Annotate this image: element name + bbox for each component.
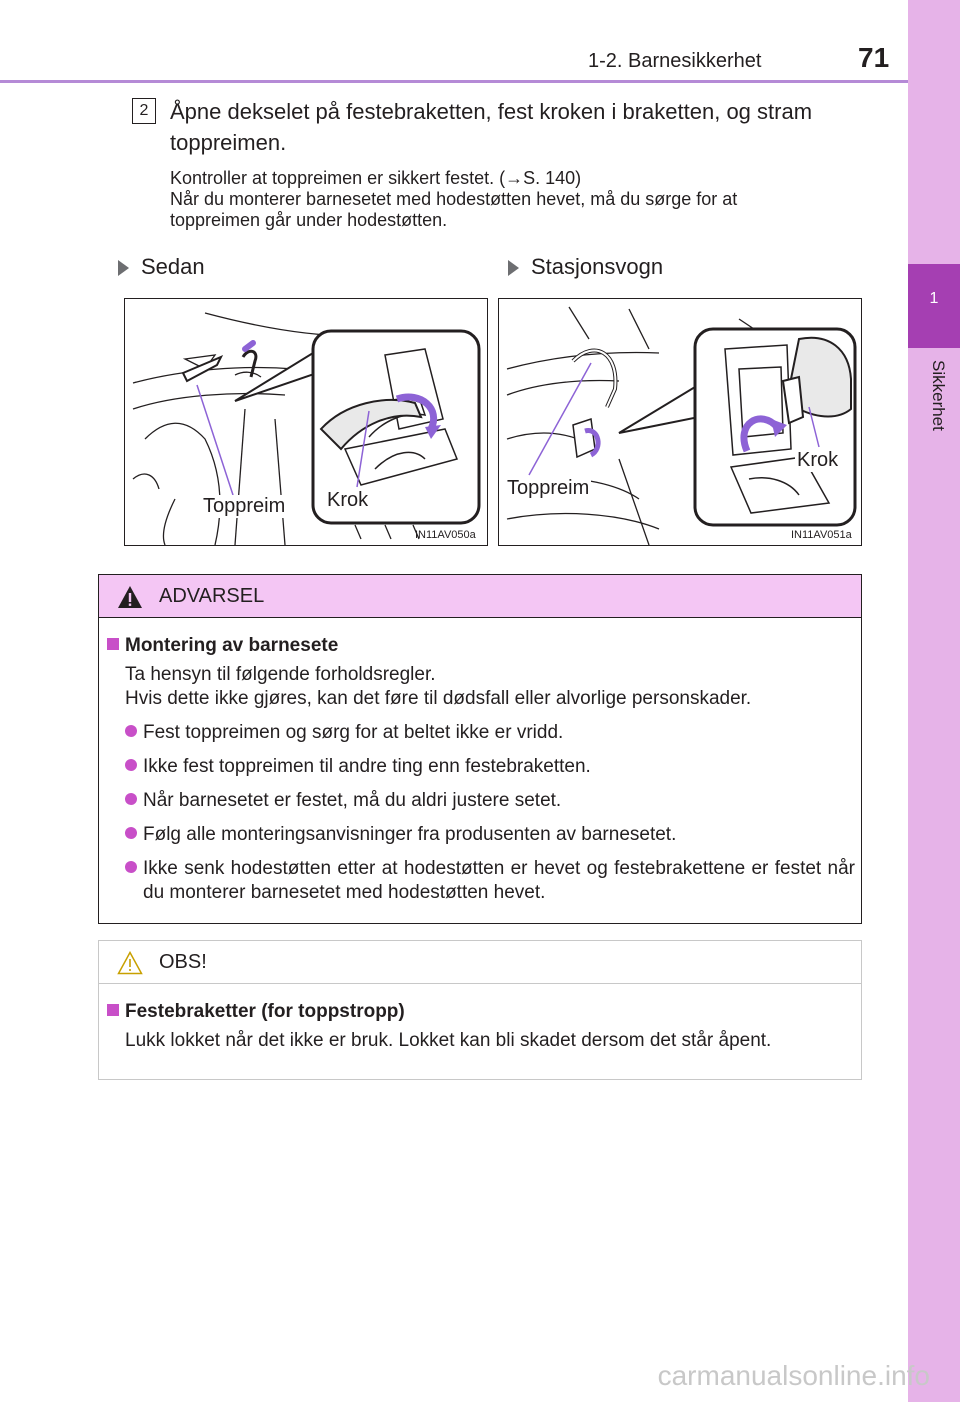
- warning-header: [99, 575, 861, 618]
- warning-intro: [125, 663, 855, 711]
- triangle-bullet-icon: [508, 260, 519, 276]
- square-bullet-icon: [107, 1004, 119, 1016]
- step-title-line2: toppreimen.: [170, 130, 287, 155]
- notice-title: OBS!: [159, 951, 207, 973]
- sedan-tether-drawing: [125, 299, 487, 545]
- sedan-callout-krok: Krok: [327, 489, 369, 511]
- wagon-tether-drawing: [499, 299, 861, 545]
- chapter-label: [908, 360, 960, 480]
- bullet-dot-icon: [125, 759, 137, 771]
- wagon-illustration: [498, 298, 862, 546]
- bullet-dot-icon: [125, 725, 137, 737]
- list-item: Når barnesetet er festet, må du aldri justere setet.: [125, 789, 855, 813]
- notice-box: [98, 940, 862, 1080]
- sedan-illustration: [124, 298, 488, 546]
- sedan-callout-toppreim: Toppreim: [203, 495, 286, 517]
- warning-subtitle: Montering av barnesete: [107, 635, 855, 657]
- chapter-label-text: Sikkerhet: [929, 360, 948, 431]
- bullet-dot-icon: [125, 827, 137, 839]
- wagon-label: Stasjonsvogn: [508, 254, 663, 280]
- warning-intro-line1: Ta hensyn til følgende forholdsregler.: [125, 664, 436, 685]
- step-note: [170, 168, 860, 231]
- step-title: [170, 96, 870, 158]
- sedan-label: Sedan: [118, 254, 205, 280]
- watermark: carmanualsonline.info: [657, 1360, 930, 1391]
- wagon-callout-toppreim: Toppreim: [507, 477, 590, 499]
- notice-header: [99, 941, 861, 984]
- triangle-bullet-icon: [118, 260, 129, 276]
- section-title: 1-2. Barnesikkerhet: [588, 50, 762, 72]
- step-note-line2: Når du monterer barnesetet med hodestøtten hevet, må du sørge for at: [170, 189, 738, 209]
- list-item: Ikke fest toppreimen til andre ting enn festebraketten.: [125, 755, 855, 779]
- warning-triangle-icon: [117, 585, 143, 609]
- chapter-side-tab: [908, 0, 960, 1402]
- bullet-dot-icon: [125, 793, 137, 805]
- notice-subtitle: Festebraketter (for toppstropp): [107, 1001, 855, 1023]
- list-item: Fest toppreimen og sørg for at beltet ikke er vridd.: [125, 721, 855, 745]
- warning-intro-line2: Hvis dette ikke gjøres, kan det føre til dødsfall eller alvorlige personskader.: [125, 688, 752, 709]
- chapter-number-tab[interactable]: 1: [908, 264, 960, 348]
- wagon-figure-code: IN11AV051a: [791, 529, 852, 541]
- list-item: Ikke senk hodestøtten etter at hodestøtten er hevet og festebrakettene er festet når du monterer barnesetet med hodestøtten hevet.: [125, 857, 855, 905]
- warning-content: [107, 635, 855, 905]
- notice-content: [107, 1001, 855, 1053]
- header-rule: [0, 80, 908, 83]
- warning-box: [98, 574, 862, 924]
- notice-text: Lukk lokket når det ikke er bruk. Lokket kan bli skadet dersom det står åpent.: [125, 1030, 772, 1051]
- step-note-line1: Kontroller at toppreimen er sikkert festet. (→S. 140): [170, 168, 582, 188]
- bullet-dot-icon: [125, 861, 137, 873]
- warning-title: ADVARSEL: [159, 585, 265, 607]
- list-item: Følg alle monteringsanvisninger fra produsenten av barnesetet.: [125, 823, 855, 847]
- step-title-line1: Åpne dekselet på festebraketten, fest kroken i braketten, og stram: [170, 99, 813, 124]
- page-number: 71: [858, 42, 890, 73]
- wagon-callout-krok: Krok: [797, 449, 839, 471]
- step-number: 2: [132, 98, 156, 124]
- step-note-line3: toppreimen går under hodestøtten.: [170, 210, 448, 230]
- square-bullet-icon: [107, 638, 119, 650]
- caution-triangle-icon: [117, 951, 143, 975]
- sedan-figure-code: IN11AV050a: [415, 529, 476, 541]
